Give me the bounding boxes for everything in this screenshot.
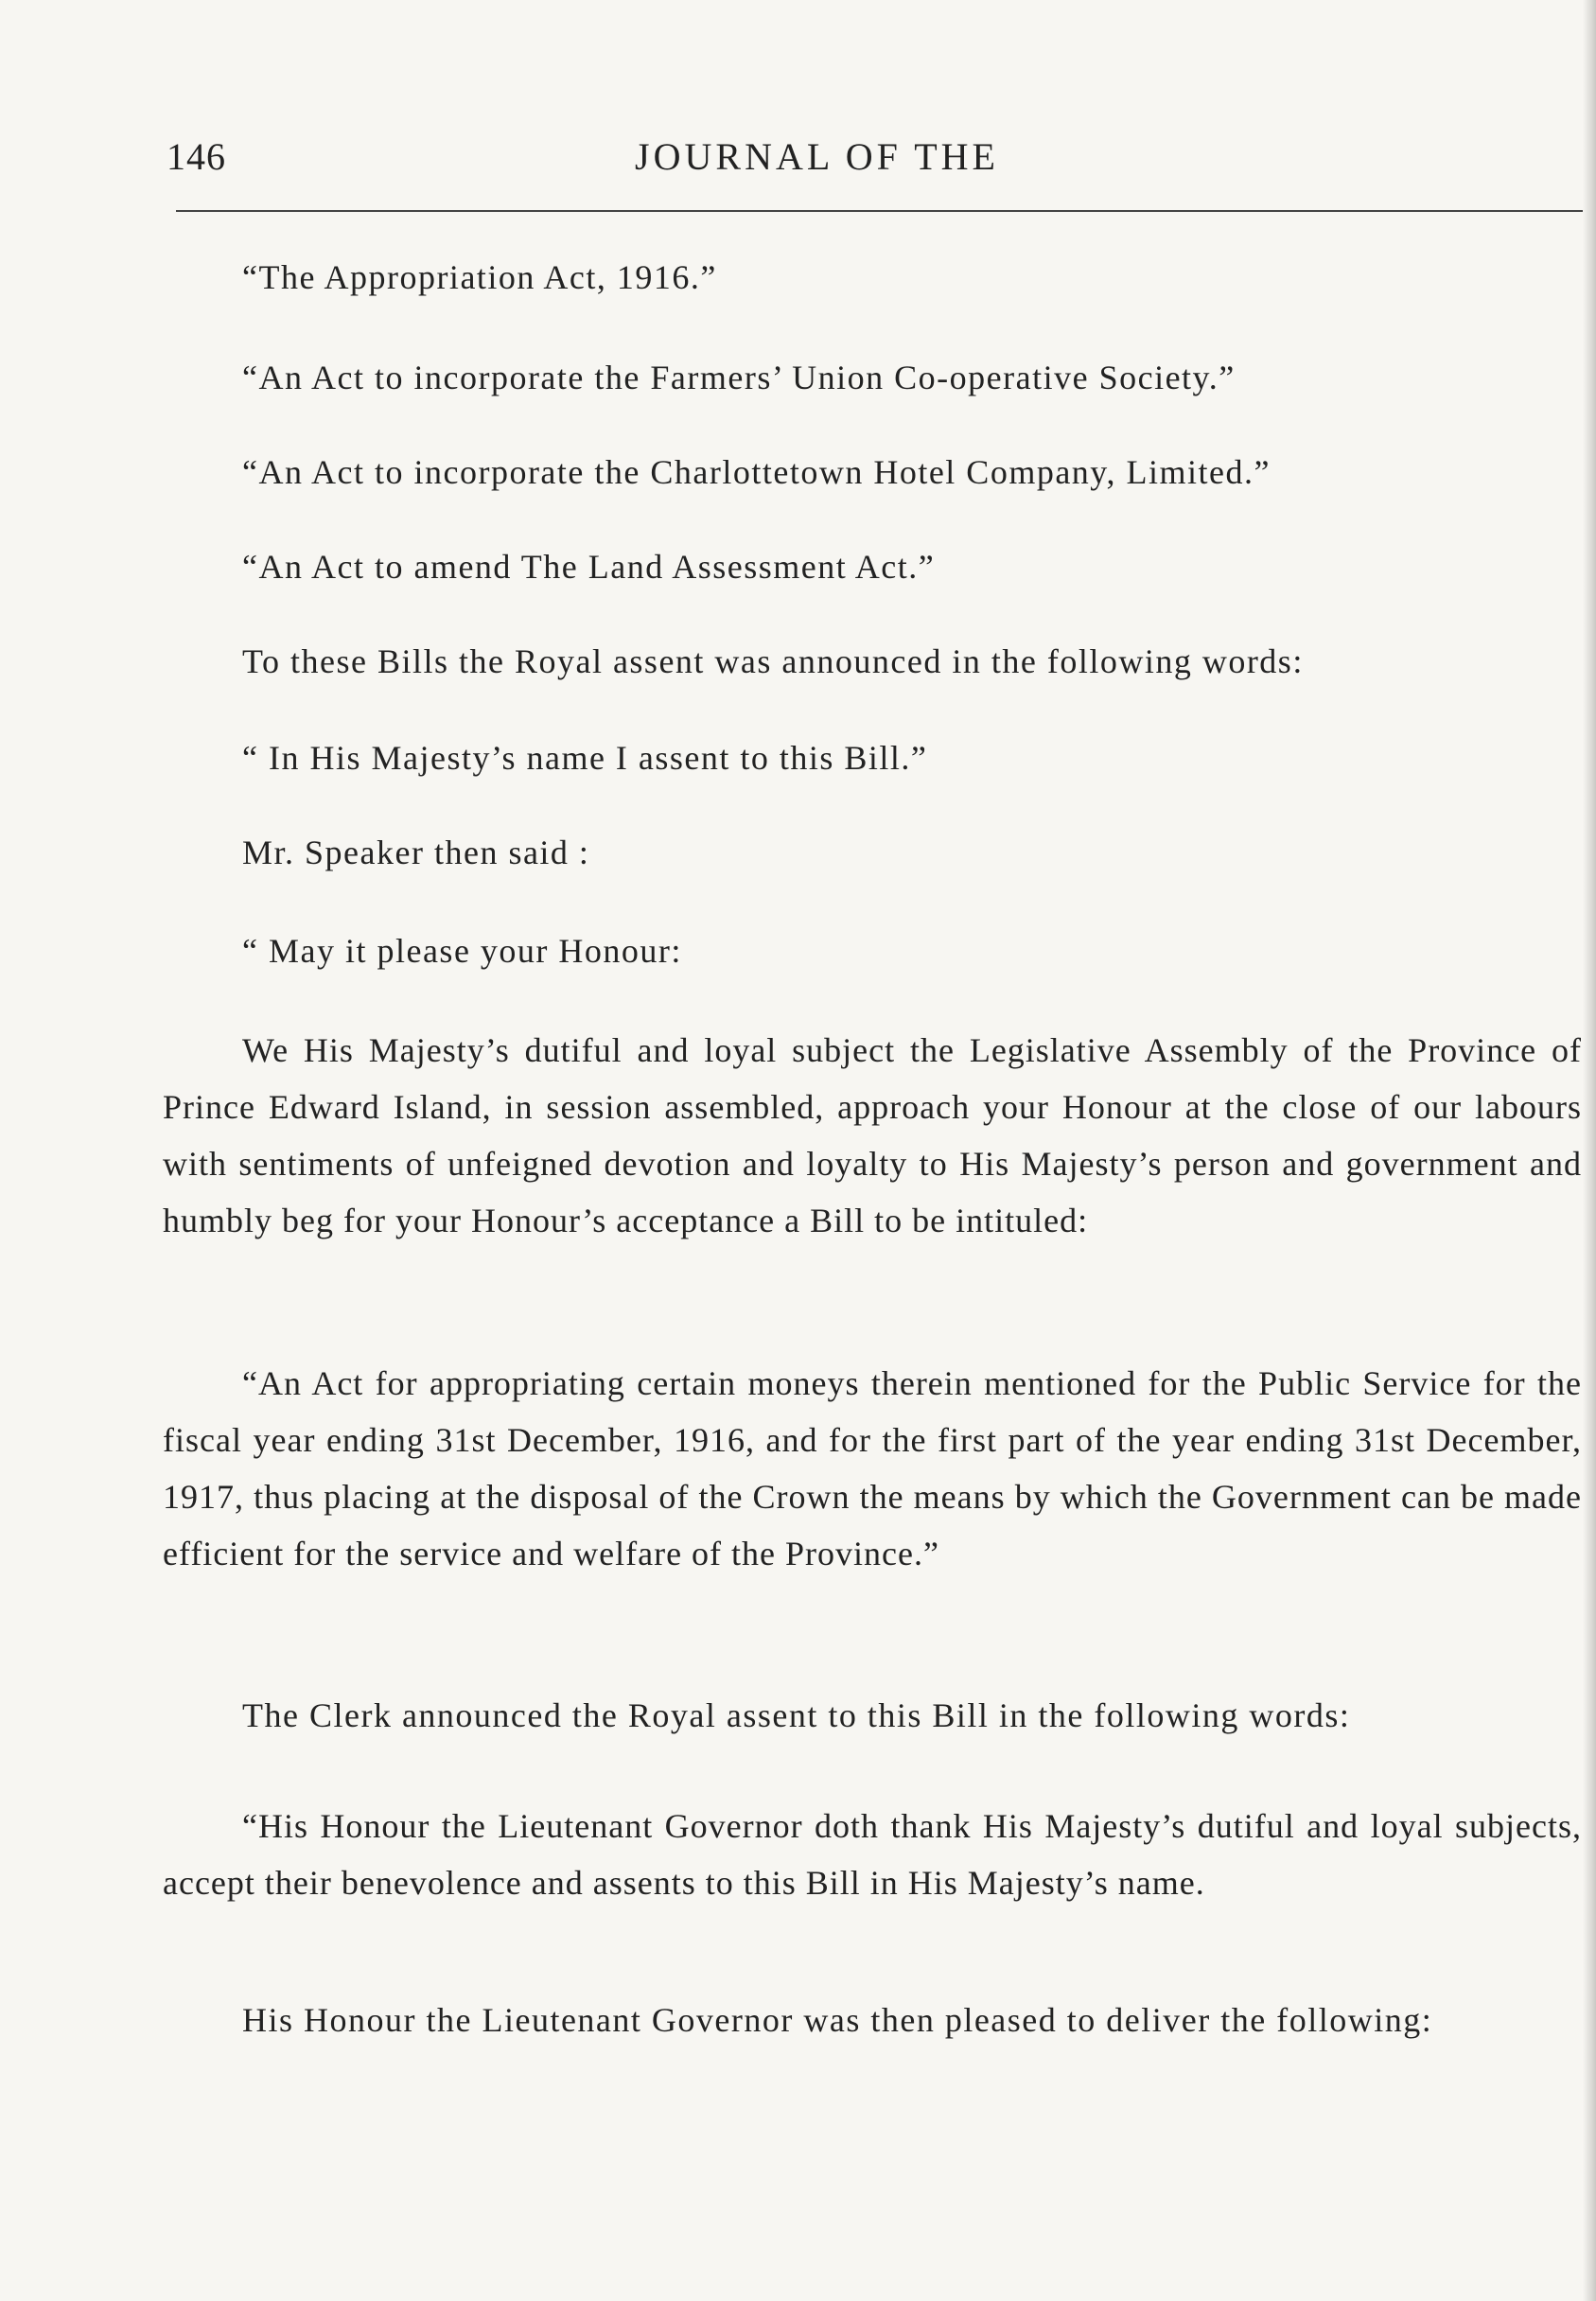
page-number: 146	[167, 135, 226, 178]
bill-land-assessment: “An Act to amend The Land Assessment Act.”	[242, 548, 936, 586]
bill-title-paragraph: “An Act for appropriating certain moneys therein mentioned for the Public Service for the fiscal year ending 31st December, 1916, and for the first part of the year ending 31st December, 1917, thus placing at the disposal of the Crown the means by which the Government can be made efficient for the service and welfare of the Province.”	[163, 1364, 1582, 1572]
clerk-announced: The Clerk announced the Royal assent to this Bill in the following words:	[242, 1696, 1351, 1734]
bill-charlottetown-hotel: “An Act to incorporate the Charlottetown Hotel Company, Limited.”	[242, 453, 1271, 491]
may-it-please: “ May it please your Honour:	[242, 932, 682, 970]
royal-assent-words: “ In His Majesty’s name I assent to this Bill.”	[242, 739, 928, 777]
bill-appropriation-act: “The Appropriation Act, 1916.”	[242, 258, 717, 296]
governor-thanks-paragraph: “His Honour the Lieutenant Governor doth thank His Majesty’s dutiful and loyal subjects, accept their benevolence and assents to this Bill in His Majesty’s name.	[163, 1807, 1582, 1902]
header-rule	[176, 210, 1591, 212]
running-head: JOURNAL OF THE	[635, 135, 999, 178]
address-paragraph: We His Majesty’s dutiful and loyal subject the Legislative Assembly of the Province of Prince Edward Island, in session assembled, approach your Honour at the close of our labours with sentiments of unfeigned devotion and loyalty to His Majesty’s person and government and humbly beg for your Honour’s acceptance a Bill to be intituled:	[163, 1031, 1582, 1239]
page-edge-shadow	[1583, 0, 1596, 2301]
speaker-said: Mr. Speaker then said :	[242, 834, 590, 871]
royal-assent-intro: To these Bills the Royal assent was announced in the following words:	[242, 642, 1304, 680]
bill-farmers-union: “An Act to incorporate the Farmers’ Union Co-operative Society.”	[242, 359, 1236, 396]
governor-deliver: His Honour the Lieutenant Governor was then pleased to deliver the following:	[242, 2001, 1433, 2039]
